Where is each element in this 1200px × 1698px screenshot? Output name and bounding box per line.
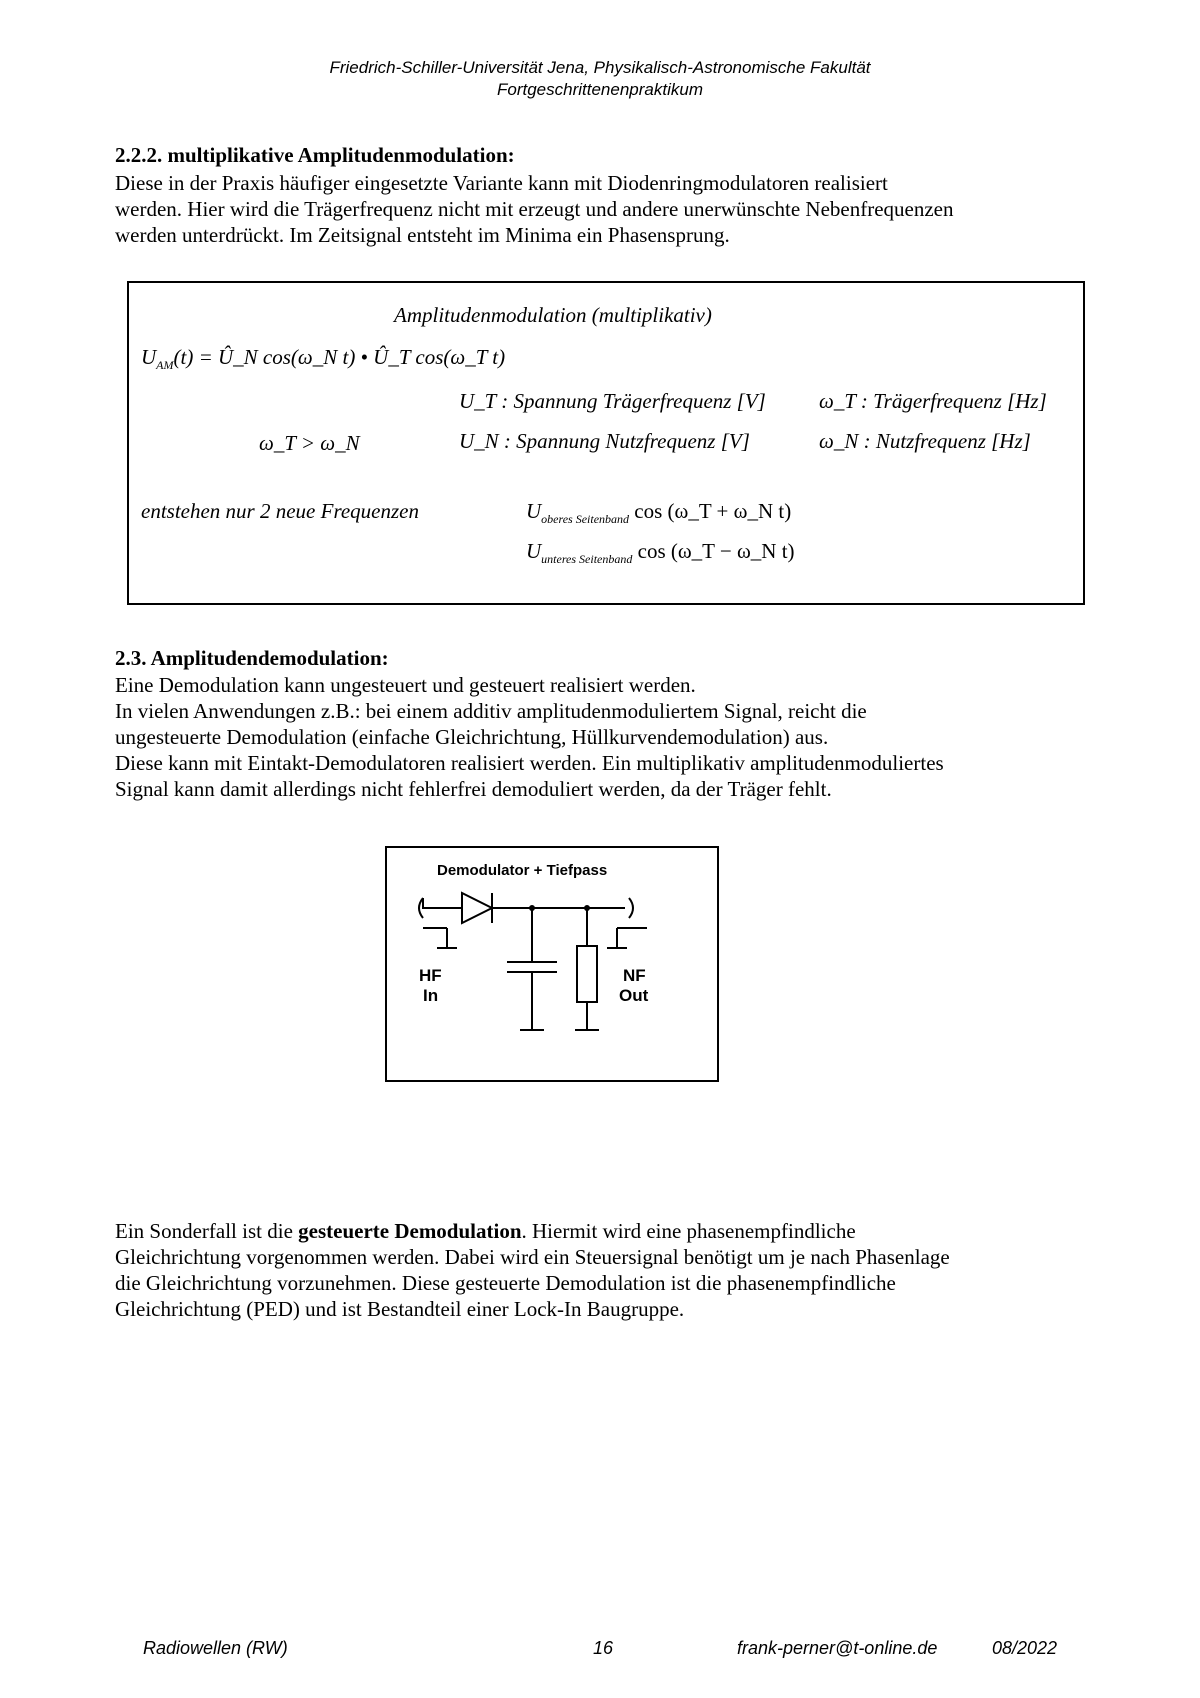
text-line: Eine Demodulation kann ungesteuert und gesteuert realisiert werden. [115, 673, 696, 697]
input-connector-icon [419, 898, 431, 918]
text-line: Gleichrichtung vorgenommen werden. Dabei wird ein Steuersignal benötigt um je nach Phasenlage [115, 1245, 950, 1269]
text-line: Signal kann damit allerdings nicht fehlerfrei demoduliert werden, da der Träger fehlt. [115, 777, 832, 801]
diode-icon [462, 893, 492, 923]
section-heading-222: 2.2.2. multiplikative Amplitudenmodulation: [115, 143, 515, 167]
header-course: Fortgeschrittenenpraktikum [497, 80, 703, 99]
demodulator-circuit-diagram [385, 846, 719, 1082]
text-line: werden unterdrückt. Im Zeitsignal entsteht im Minima ein Phasensprung. [115, 223, 730, 247]
formula-title: Amplitudenmodulation (multiplikativ) [394, 303, 712, 327]
new-frequencies-text: entstehen nur 2 neue Frequenzen [141, 499, 419, 523]
resistor-icon [577, 946, 597, 1002]
input-label-hf: HF [419, 966, 442, 985]
text-line: In vielen Anwendungen z.B.: bei einem additiv amplitudenmoduliertem Signal, reicht die [115, 699, 867, 723]
input-label-in: In [423, 986, 439, 1005]
circuit-title: Demodulator + Tiefpass [437, 862, 608, 879]
output-connector-icon [629, 898, 633, 918]
output-label-nf: NF [623, 966, 646, 985]
text-line: Diese in der Praxis häufiger eingesetzte Variante kann mit Diodenringmodulatoren realisiert [115, 171, 888, 195]
upper-sideband: $U_{oberes Seitenband}$ cos (ω_T + ω_N t) [526, 499, 792, 527]
text-line: Gleichrichtung (PED) und ist Bestandteil einer Lock-In Baugruppe. [115, 1297, 685, 1321]
output-label-out: Out [619, 986, 649, 1005]
definition-carrier-voltage: U_T : Spannung Trägerfrequenz [V] [459, 389, 766, 413]
special-case-paragraph [115, 1218, 1095, 1322]
page-number: 16 [593, 1638, 614, 1658]
formula-box [127, 281, 1085, 605]
text-line: Diese kann mit Eintakt-Demodulatoren realisiert werden. Ein multiplikativ amplitudenmoduliertes [115, 751, 944, 775]
junction-dot [584, 905, 590, 911]
main-equation: $U_{AM}(t)$ = Û_N cos(ω_N t) • Û_T cos(ω_T t) [141, 345, 506, 373]
junction-dot [529, 905, 535, 911]
frequency-condition: ω_T > ω_N [259, 431, 360, 455]
footer-title: Radiowellen (RW) [143, 1638, 288, 1658]
header-university: Friedrich-Schiller-Universität Jena, Physikalisch-Astronomische Fakultät [329, 58, 871, 77]
definition-carrier-frequency: ω_T : Trägerfrequenz [Hz] [819, 389, 1047, 413]
definition-signal-voltage: U_N : Spannung Nutzfrequenz [V] [459, 429, 750, 453]
lower-sideband: $U_{unteres Seitenband}$ cos (ω_T − ω_N t) [526, 539, 795, 567]
text-line: Ein Sonderfall ist die gesteuerte Demodulation. Hiermit wird eine phasenempfindliche [115, 1219, 856, 1243]
text-line: ungesteuerte Demodulation (einfache Gleichrichtung, Hüllkurvendemodulation) aus. [115, 725, 829, 749]
section-heading-23: 2.3. Amplitudendemodulation: [115, 646, 389, 670]
emphasis-controlled-demodulation: gesteuerte Demodulation [298, 1219, 522, 1243]
circuit-schematic [387, 848, 717, 1080]
footer-date: 08/2022 [992, 1638, 1058, 1658]
section-23-paragraph [115, 672, 1095, 802]
text-line: werden. Hier wird die Trägerfrequenz nicht mit erzeugt und andere unerwünschte Nebenfrequenzen [115, 197, 954, 221]
section-222-paragraph [115, 170, 1095, 248]
text-line: die Gleichrichtung vorzunehmen. Diese gesteuerte Demodulation ist die phasenempfindliche [115, 1271, 896, 1295]
footer-email: frank-perner@t-online.de [737, 1638, 938, 1658]
definition-signal-frequency: ω_N : Nutzfrequenz [Hz] [819, 429, 1031, 453]
